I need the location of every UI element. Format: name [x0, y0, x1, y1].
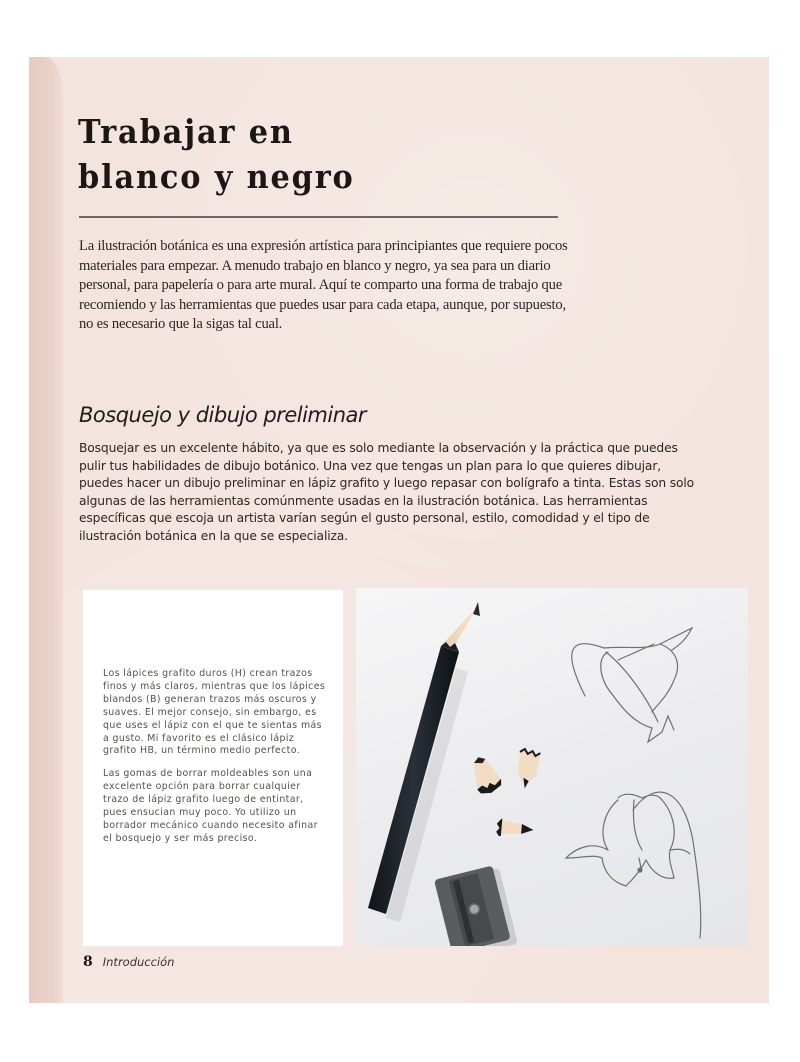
- footer-section-name: Introducción: [102, 955, 175, 969]
- note-paragraph-pencils: Los lápices grafito duros (H) crean trazos finos y más claros, mientras que los lápices blandos (B) generan trazos más oscuros y suaves. El mejor consejo, sin embargo, es que uses el lápiz con el que te sientas más a gusto. Mi favorito es el clásico lápiz grafito HB, un término medio perfecto.: [103, 668, 326, 757]
- page-footer: [83, 954, 174, 970]
- page-number: 8: [83, 954, 93, 970]
- section-body: Bosquejar es un excelente hábito, ya que es solo mediante la observación y la práctica que puedes pulir tus habilidades de dibujo botánico. Una vez que tengas un plan para lo que quieres dibujar, puedes hacer un dibujo preliminar en lápiz grafito y luego repasar con bolígrafo a tinta. Estas son solo algunas de las herramientas comúnmente usadas en la ilustración botánica. Las herramientas específicas que escoja un artista varían según el gusto personal, estilo, comodidad y el tipo de ilustración botánica en la que se especializa.: [79, 441, 695, 543]
- bellflower-sketch-top: [572, 628, 692, 742]
- note-text: [103, 668, 328, 856]
- title-line-2: blanco y negro: [78, 157, 355, 196]
- pencil-shavings-icon: [467, 748, 542, 839]
- book-page: [29, 57, 769, 1003]
- page-edge-shadow: [29, 57, 63, 1003]
- photo-pencil-and-sketches: [356, 588, 748, 946]
- note-card: [83, 590, 343, 946]
- photo-illustration: [356, 588, 748, 946]
- title-line-1: Trabajar en: [78, 112, 294, 151]
- pencil-icon: [368, 602, 480, 914]
- intro-paragraph: La ilustración botánica es una expresión artística para principiantes que requiere pocos materiales para empezar. A menudo trabajo en blanco y negro, ya sea para un diario personal, para papelería o para arte mural. Aquí te comparto una forma de trabajo que recomiendo y las herramientas que puedes usar para cada etapa, aunque, por supuesto, no es necesario que la sigas tal cual.: [79, 238, 568, 332]
- note-paragraph-erasers: Las gomas de borrar moldeables son una excelente opción para borrar cualquier trazo de lápiz grafito luego de entintar, pues ensucian muy poco. Yo utilizo un borrador mecánico cuando necesito afinar el bosquejo y ser más preciso.: [103, 768, 318, 844]
- sharpener-icon: [434, 864, 518, 946]
- title-divider: [79, 216, 558, 218]
- page-title: [78, 109, 355, 199]
- bellflower-sketch-bottom: [566, 792, 701, 938]
- section-heading: Bosquejo y dibujo preliminar: [79, 403, 367, 427]
